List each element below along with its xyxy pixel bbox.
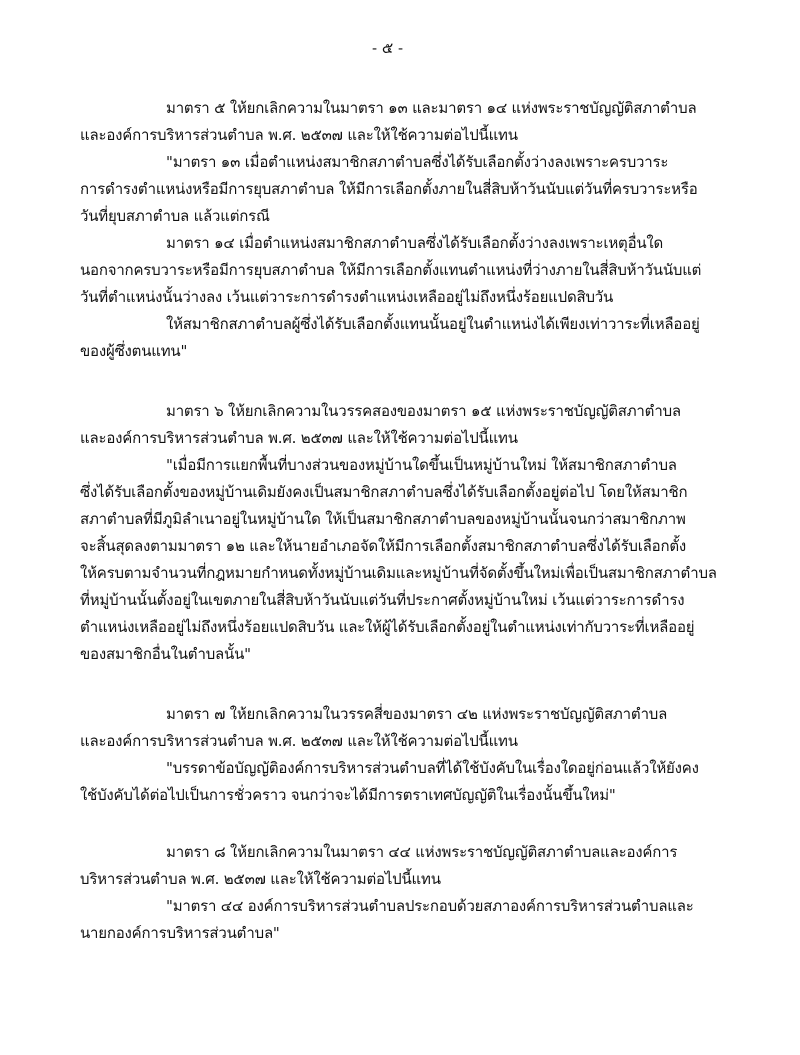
section-8-line-2: บริหารส่วนตำบล พ.ศ. ๒๕๓๗ และให้ใช้ความต่อไปนี้แทน	[80, 870, 441, 888]
section-7-line-4: ใช้บังคับได้ต่อไปเป็นการชั่วคราว จนกว่าจะได้มีการตราเทศบัญญัติในเรื่องนั้นขึ้นใหม่"	[80, 786, 616, 804]
section-5-line-3: "มาตรา ๑๓ เมื่อตำแหน่งสมาชิกสภาตำบลซึ่งได้รับเลือกตั้งว่างลงเพราะครบวาระ	[166, 153, 669, 171]
section-6-line-9: ตำแหน่งเหลืออยู่ไม่ถึงหนึ่งร้อยแปดสิบวัน และให้ผู้ได้รับเลือกตั้งอยู่ในตำแหน่งเท่ากับวาระที่เหลืออยู่	[80, 618, 695, 636]
section-8-line-1: มาตรา ๘ ให้ยกเลิกความในมาตรา ๔๔ แห่งพระราชบัญญัติสภาตำบลและองค์การ	[166, 843, 678, 861]
section-8-line-3: "มาตรา ๔๔ องค์การบริหารส่วนตำบลประกอบด้วยสภาองค์การบริหารส่วนตำบลและ	[166, 897, 694, 915]
section-5-line-10: ของผู้ซึ่งตนแทน"	[80, 342, 188, 360]
section-6-line-6: จะสิ้นสุดลงตามมาตรา ๑๒ และให้นายอำเภอจัดให้มีการเลือกตั้งสมาชิกสภาตำบลซึ่งได้รับเลือกตั้ง	[80, 537, 687, 555]
section-5-line-7: นอกจากครบวาระหรือมีการยุบสภาตำบล ให้มีการเลือกตั้งแทนตำแหน่งที่ว่างภายในสี่สิบห้าวันนับแต่	[80, 261, 702, 279]
section-6-line-5: สภาตำบลที่มีภูมิลำเนาอยู่ในหมู่บ้านใด ให้เป็นสมาชิกสภาตำบลของหมู่บ้านนั้นจนกว่าสมาชิกภาพ	[80, 510, 686, 528]
section-7-line-2: และองค์การบริหารส่วนตำบล พ.ศ. ๒๕๓๗ และให้ใช้ความต่อไปนี้แทน	[80, 732, 518, 750]
section-6-line-3: "เมื่อมีการแยกพื้นที่บางส่วนของหมู่บ้านใดขึ้นเป็นหมู่บ้านใหม่ ให้สมาชิกสภาตำบล	[166, 456, 677, 474]
section-6-line-8: ที่หมู่บ้านนั้นตั้งอยู่ในเขตภายในสี่สิบห้าวันนับแต่วันที่ประกาศตั้งหมู่บ้านใหม่ เว้นแต่วาระการดำรง	[80, 591, 685, 609]
section-5-line-8: วันที่ตำแหน่งนั้นว่างลง เว้นแต่วาระการดำรงตำแหน่งเหลืออยู่ไม่ถึงหนึ่งร้อยแปดสิบวัน	[80, 288, 614, 306]
section-5-line-1: มาตรา ๕ ให้ยกเลิกความในมาตรา ๑๓ และมาตรา ๑๔ แห่งพระราชบัญญัติสภาตำบล	[166, 99, 697, 117]
section-6-line-2: และองค์การบริหารส่วนตำบล พ.ศ. ๒๕๓๗ และให้ใช้ความต่อไปนี้แทน	[80, 429, 518, 447]
page-number: - ๕ -	[372, 39, 404, 57]
section-6-line-10: ของสมาชิกอื่นในตำบลนั้น"	[80, 645, 251, 663]
section-5-line-6: มาตรา ๑๔ เมื่อตำแหน่งสมาชิกสภาตำบลซึ่งได้รับเลือกตั้งว่างลงเพราะเหตุอื่นใด	[166, 234, 664, 252]
section-6-line-1: มาตรา ๖ ให้ยกเลิกความในวรรคสองของมาตรา ๑๕ แห่งพระราชบัญญัติสภาตำบล	[166, 402, 681, 420]
section-6-line-7: ให้ครบตามจำนวนที่กฎหมายกำหนดทั้งหมู่บ้านเดิมและหมู่บ้านที่จัดตั้งขึ้นใหม่เพื่อเป็นสมาชิกสภาตำบล	[80, 564, 717, 582]
section-6-line-4: ซึ่งได้รับเลือกตั้งของหมู่บ้านเดิมยังคงเป็นสมาชิกสภาตำบลซึ่งได้รับเลือกตั้งอยู่ต่อไป โดยให้สมาชิก	[80, 483, 688, 501]
section-5-line-2: และองค์การบริหารส่วนตำบล พ.ศ. ๒๕๓๗ และให้ใช้ความต่อไปนี้แทน	[80, 126, 518, 144]
section-5-line-4: การดำรงตำแหน่งหรือมีการยุบสภาตำบล ให้มีการเลือกตั้งภายในสี่สิบห้าวันนับแต่วันที่ครบวาระหรือ	[80, 180, 698, 198]
section-7-line-1: มาตรา ๗ ให้ยกเลิกความในวรรคสี่ของมาตรา ๔๒ แห่งพระราชบัญญัติสภาตำบล	[166, 705, 668, 723]
section-5-line-9: ให้สมาชิกสภาตำบลผู้ซึ่งได้รับเลือกตั้งแทนนั้นอยู่ในตำแหน่งได้เพียงเท่าวาระที่เหลืออยู่	[166, 315, 700, 333]
section-5-line-5: วันที่ยุบสภาตำบล แล้วแต่กรณี	[80, 207, 270, 225]
section-8-line-4: นายกองค์การบริหารส่วนตำบล"	[80, 924, 280, 942]
section-7-line-3: "บรรดาข้อบัญญัติองค์การบริหารส่วนตำบลที่ได้ใช้บังคับในเรื่องใดอยู่ก่อนแล้วให้ยังคง	[166, 759, 699, 777]
